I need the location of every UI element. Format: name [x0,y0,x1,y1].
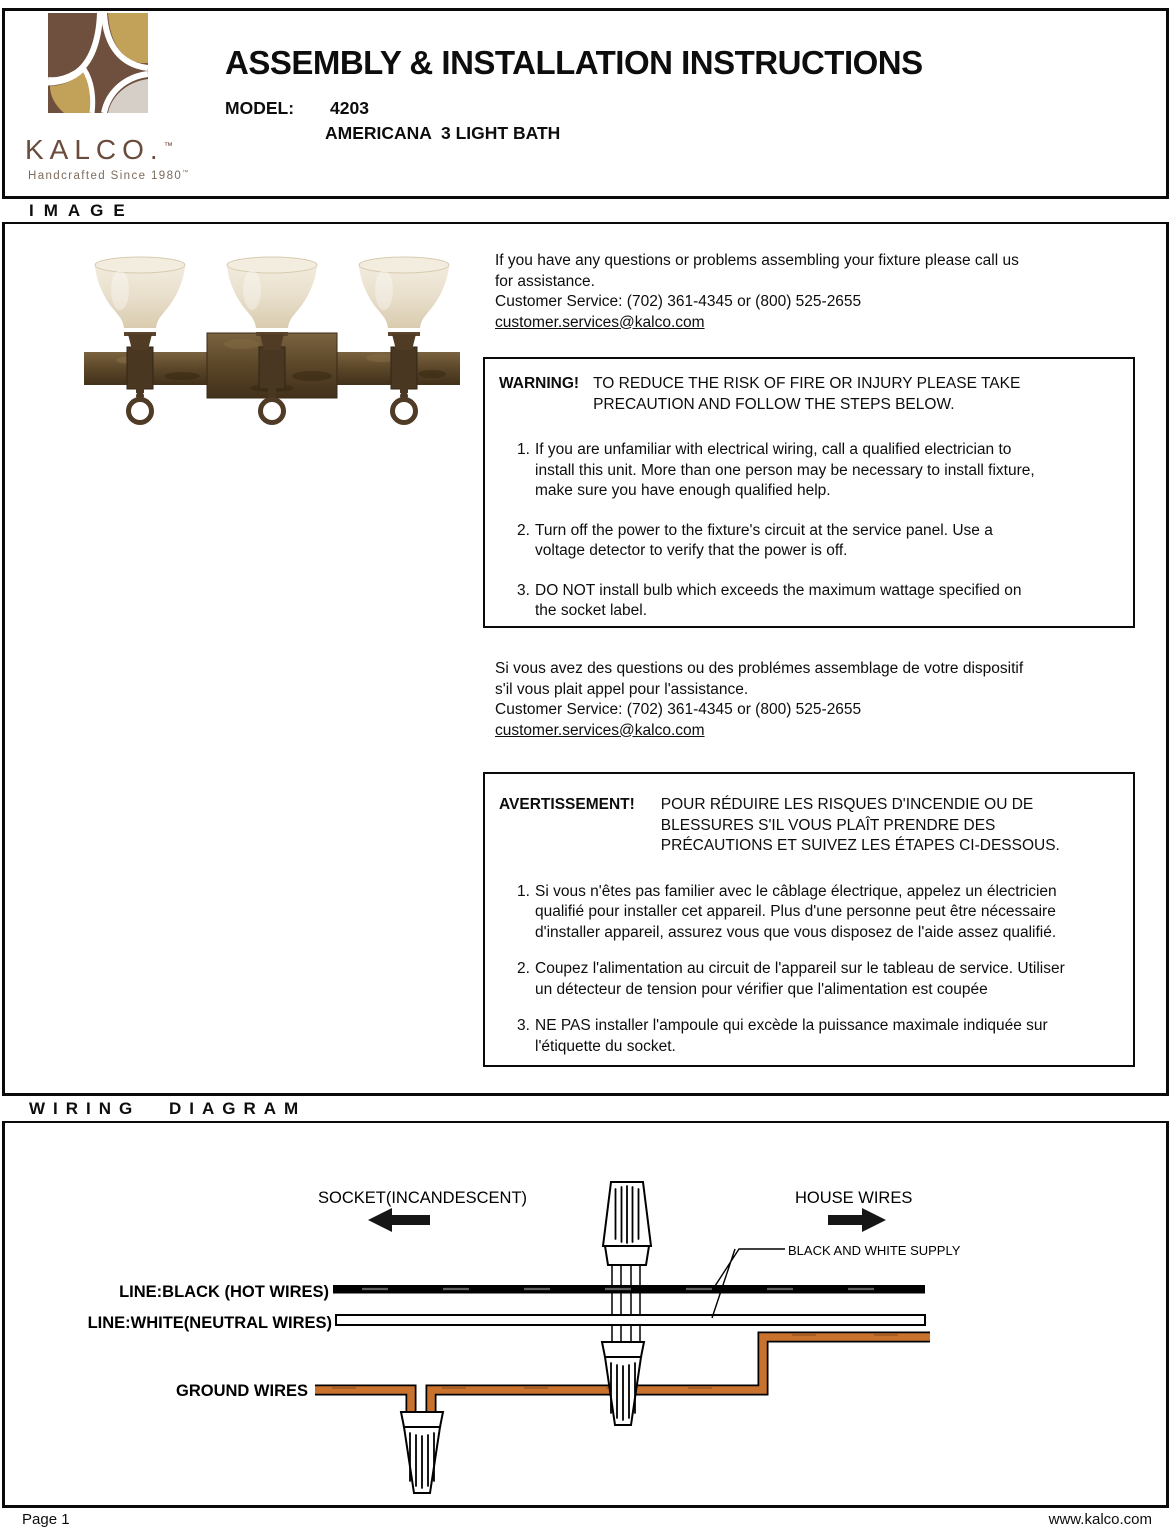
tagline-trademark: ™ [182,170,190,177]
section-header-wiring-label: WIRING DIAGRAM [29,1098,307,1118]
contact-en-line: Customer Service: (702) 361-4345 or (800) 525-2655 [495,293,862,310]
black-hot-wire [333,1285,925,1294]
warning-box-fr [483,772,1135,1067]
brand-tagline: Handcrafted Since 1980™ [28,170,190,182]
wiring-diagram [2,1125,1169,1505]
section-header-image-label: IMAGE [29,200,135,220]
supply-leader-line [712,1249,785,1318]
page-number: Page 1 [22,1511,70,1528]
contact-en-line: If you have any questions or problems assembling your fixture please call us [495,252,1019,269]
contact-email-link[interactable]: customer.services@kalco.com [495,721,705,739]
arrow-left-icon [368,1208,430,1232]
brand-wordmark: KALCO.™ [25,134,173,165]
supply-label: BLACK AND WHITE SUPPLY [788,1243,961,1258]
wire-nut-icon [602,1342,644,1425]
model-name: AMERICANA 3 LIGHT BATH [325,123,561,143]
contact-paragraph-en [495,251,1155,333]
warning-label-fr: AVERTISSEMENT! [499,796,635,813]
warning-item: 1. Si vous n'êtes pas familier avec le câblage électrique, appelez un électricien qualifié pour installer cet appareil. Plus d'une personne peut être nécessaire d'installer appareil, assurez vous que vous disposez de l'aide assez qualifié. [517,882,1057,941]
section-header-wiring [2,1093,1169,1123]
wire-nut-icon [401,1412,443,1493]
contact-en-line: for assistance. [495,272,595,290]
warning-item: 2. Coupez l'alimentation au circuit de l'appareil sur le tableau de service. Utiliser un détecteur de tension pour vérifier que l'alimentation est coupée [517,960,1065,998]
contact-fr-line: Si vous avez des questions ou des problémes assemblage de votre dispositif [495,660,1024,677]
black-line-label: LINE:BLACK (HOT WIRES) [119,1283,329,1301]
socket-label: SOCKET(INCANDESCENT) [318,1189,528,1207]
warning-item: 3. DO NOT install bulb which exceeds the maximum wattage specified on the socket label. [517,581,1022,619]
kalco-logo-icon [48,13,148,113]
contact-email-link[interactable]: customer.services@kalco.com [495,313,705,331]
brand-trademark: ™ [163,140,173,151]
white-neutral-wire [336,1315,925,1325]
house-wires-label: HOUSE WIRES [795,1189,913,1207]
warning-heading-en: TO REDUCE THE RISK OF FIRE OR INJURY PLEASE TAKE PRECAUTION AND FOLLOW THE STEPS BELOW. [593,375,1021,413]
warning-item: 3. NE PAS installer l'ampoule qui excède la puissance maximale indiquée sur l'étiquette du socket. [517,1017,1048,1055]
page-title: ASSEMBLY & INSTALLATION INSTRUCTIONS [225,44,923,81]
arrow-right-icon [828,1208,886,1232]
contact-paragraph-fr [495,659,1155,741]
section-header-image [2,196,1169,224]
product-photo [62,248,482,438]
warning-item: 1. If you are unfamiliar with electrical wiring, call a qualified electrician to install this unit. More than one person may be necessary to install fixture, make sure you have enough qualified help. [517,441,1035,499]
joining-wire [612,1263,621,1343]
joining-wire [631,1263,640,1343]
warning-item: 2. Turn off the power to the fixture's circuit at the service panel. Use a voltage detector to verify that the power is off. [517,521,993,559]
website-url: www.kalco.com [1048,1511,1152,1528]
warning-box-en [483,357,1135,628]
warning-label-en: WARNING! [499,375,580,392]
white-line-label: LINE:WHITE(NEUTRAL WIRES) [87,1314,332,1332]
contact-fr-line: s'il vous plait appel pour l'assistance. [495,680,749,698]
ground-wires-label: GROUND WIRES [176,1382,308,1400]
wire-nut-icon [603,1182,651,1265]
model-label: MODEL: [225,98,295,118]
warning-heading-fr: POUR RÉDUIRE LES RISQUES D'INCENDIE OU DE BLESSURES S'IL VOUS PLAÎT PRENDRE DES PRÉCAUTIONS ET SUIVEZ LES ÉTAPES CI-DESSOUS. [660,796,1060,854]
contact-fr-line: Customer Service: (702) 361-4345 or (800) 525-2655 [495,701,862,718]
fixture-lights [95,257,449,423]
model-number: 4203 [330,98,369,118]
